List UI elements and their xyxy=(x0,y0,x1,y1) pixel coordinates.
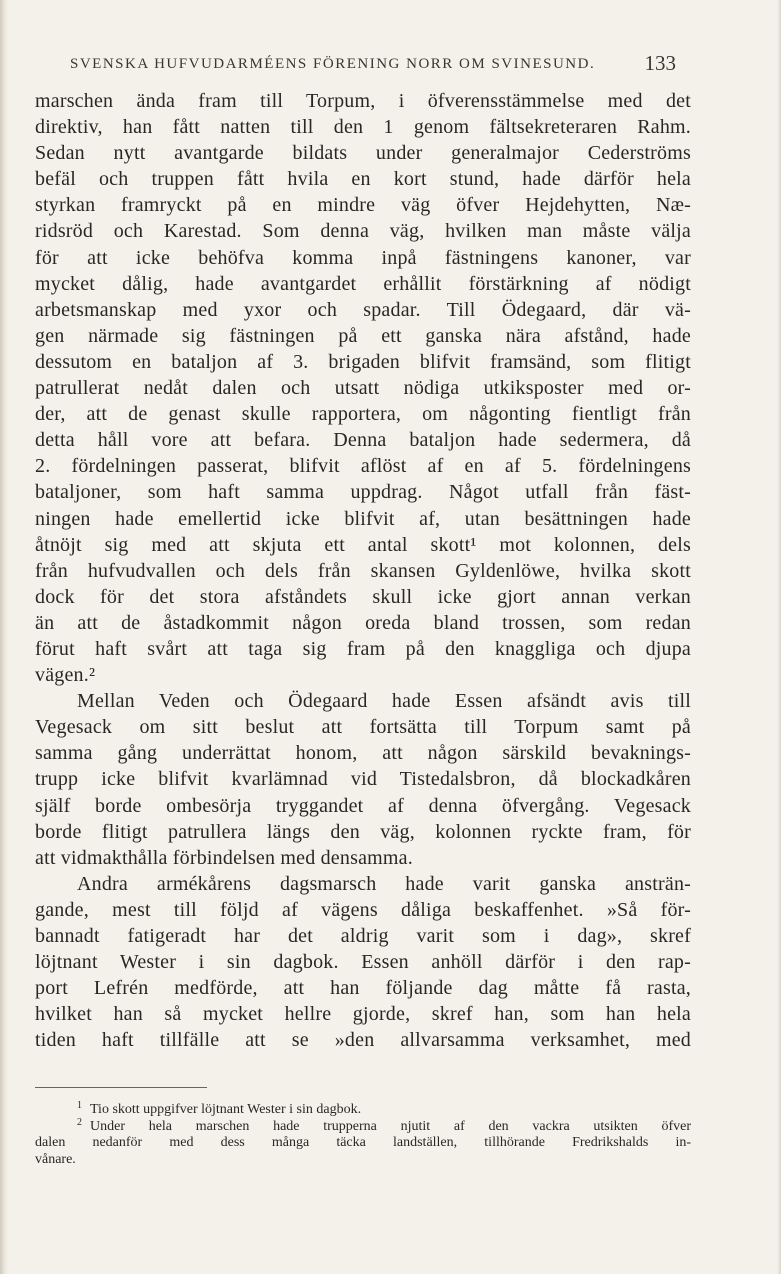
text-line: bataljoner, som haft samma uppdrag. Något utfall från fäst- xyxy=(35,481,691,504)
paragraph-start-line: Mellan Veden och Ödegaard hade Essen afsändt avis till xyxy=(77,690,691,713)
text-line: ningen hade emellertid icke blifvit af, utan besättningen hade xyxy=(35,507,691,530)
footnote-2 xyxy=(35,1116,691,1136)
text-line: tiden haft tillfälle att se »den allvarsamma verksamhet, med xyxy=(35,1029,691,1052)
text-line: än att de åstadkommit någon oreda bland trossen, som redan xyxy=(35,611,691,634)
page-binding-edge xyxy=(0,0,8,1274)
footnote-text: Under hela marschen hade trupperna njutit af den vackra utsikten öfver xyxy=(90,1118,691,1134)
text-line: befäl och truppen fått hvila en kort stund, hade därför hela xyxy=(35,168,691,191)
text-line: der, att de genast skulle rapportera, om någonting fientligt från xyxy=(35,403,691,426)
text-line: förut haft svårt att taga sig fram på den knaggliga och djupa xyxy=(35,637,691,660)
text-line: gande, mest till följd af vägens dåliga beskaffenhet. »Så för- xyxy=(35,898,691,921)
text-line: port Lefrén medförde, att han följande dag måtte få rasta, xyxy=(35,977,691,1000)
footnote-2-continued: dalen nedanför med dess många täcka landställen, tillhörande Fredrikshalds in- xyxy=(35,1135,691,1150)
text-line: borde flitigt patrullera längs den väg, kolonnen ryckte fram, för xyxy=(35,820,691,843)
body-text xyxy=(35,88,691,1053)
text-line: löjtnant Wester i sin dagbok. Essen anhöll därför i den rap- xyxy=(35,951,691,974)
running-header: SVENSKA HUFVUDARMÉENS FÖRENING NORR OM SVINESUND. xyxy=(70,56,596,72)
footnote-1 xyxy=(35,1102,691,1119)
text-line: 2. fördelningen passerat, blifvit aflöst af en af 5. fördelningens xyxy=(35,455,691,478)
text-line: trupp icke blifvit kvarlämnad vid Tistedalsbron, då blockadkåren xyxy=(35,768,691,791)
text-line: Vegesack om sitt beslut att fortsätta till Torpum samt på xyxy=(35,716,691,739)
text-line: dessutom en bataljon af 3. brigaden blifvit framsänd, som flitigt xyxy=(35,350,691,373)
text-line: mycket dålig, hade avantgardet erhållit förstärkning af nödigt xyxy=(35,272,691,295)
page-outer-edge xyxy=(777,0,781,1274)
text-line: styrkan framryckt på en mindre väg öfver Hejdehytten, Næ- xyxy=(35,194,691,217)
text-line: arbetsmanskap med yxor och spadar. Till Ödegaard, där vä- xyxy=(35,298,691,321)
page-number: 133 xyxy=(644,51,676,75)
footnote-marker: 1 xyxy=(77,1100,82,1111)
text-line: detta håll vore att befara. Denna bataljon hade sedermera, då xyxy=(35,429,691,452)
paragraph-start-line: Andra armékårens dagsmarsch hade varit ganska ansträn- xyxy=(77,872,691,895)
text-line: själf borde ombesörja tryggandet af denna öfvergång. Vegesack xyxy=(35,794,691,817)
text-line: hvilket han så mycket hellre gjorde, skref han, som han hela xyxy=(35,1003,691,1026)
footnotes xyxy=(35,1102,691,1168)
text-line: patrullerat nedåt dalen och utsatt nödiga utkiksposter med or- xyxy=(35,377,691,400)
footnote-text: Tio skott uppgifver löjtnant Wester i sin dagbok. xyxy=(90,1102,362,1117)
footnote-marker: 2 xyxy=(77,1116,82,1128)
text-line: från hufvudvallen och dels från skansen Gyldenlöwe, hvilka skott xyxy=(35,559,691,582)
text-line: Sedan nytt avantgarde bildats under generalmajor Cederströms xyxy=(35,142,691,165)
text-line: samma gång underrättat honom, att någon särskild bevaknings- xyxy=(35,742,691,765)
text-line: vägen.² xyxy=(35,664,96,687)
text-line: ridsröd och Karestad. Som denna väg, hvilken man måste välja xyxy=(35,220,691,243)
text-line: bannadt fatigeradt har det aldrig varit som i dag», skref xyxy=(35,925,691,947)
text-line: för att icke behöfva komma inpå fästningens kanoner, var xyxy=(35,246,691,269)
text-line: att vidmakthålla förbindelsen med densamma. xyxy=(35,846,413,869)
text-line: åtnöjt sig med att skjuta ett antal skott¹ mot kolonnen, dels xyxy=(35,533,691,556)
text-line: marschen ända fram till Torpum, i öfverensstämmelse med det xyxy=(35,90,691,112)
text-line: dock för det stora afståndets skull icke gjort annan verkan xyxy=(35,585,691,608)
text-line: gen närmade sig fästningen på ett ganska nära afstånd, hade xyxy=(35,324,691,347)
footnote-divider xyxy=(35,1087,207,1088)
footnote-2-continued: vånare. xyxy=(35,1151,76,1167)
text-line: direktiv, han fått natten till den 1 genom fältsekreteraren Rahm. xyxy=(35,116,691,139)
